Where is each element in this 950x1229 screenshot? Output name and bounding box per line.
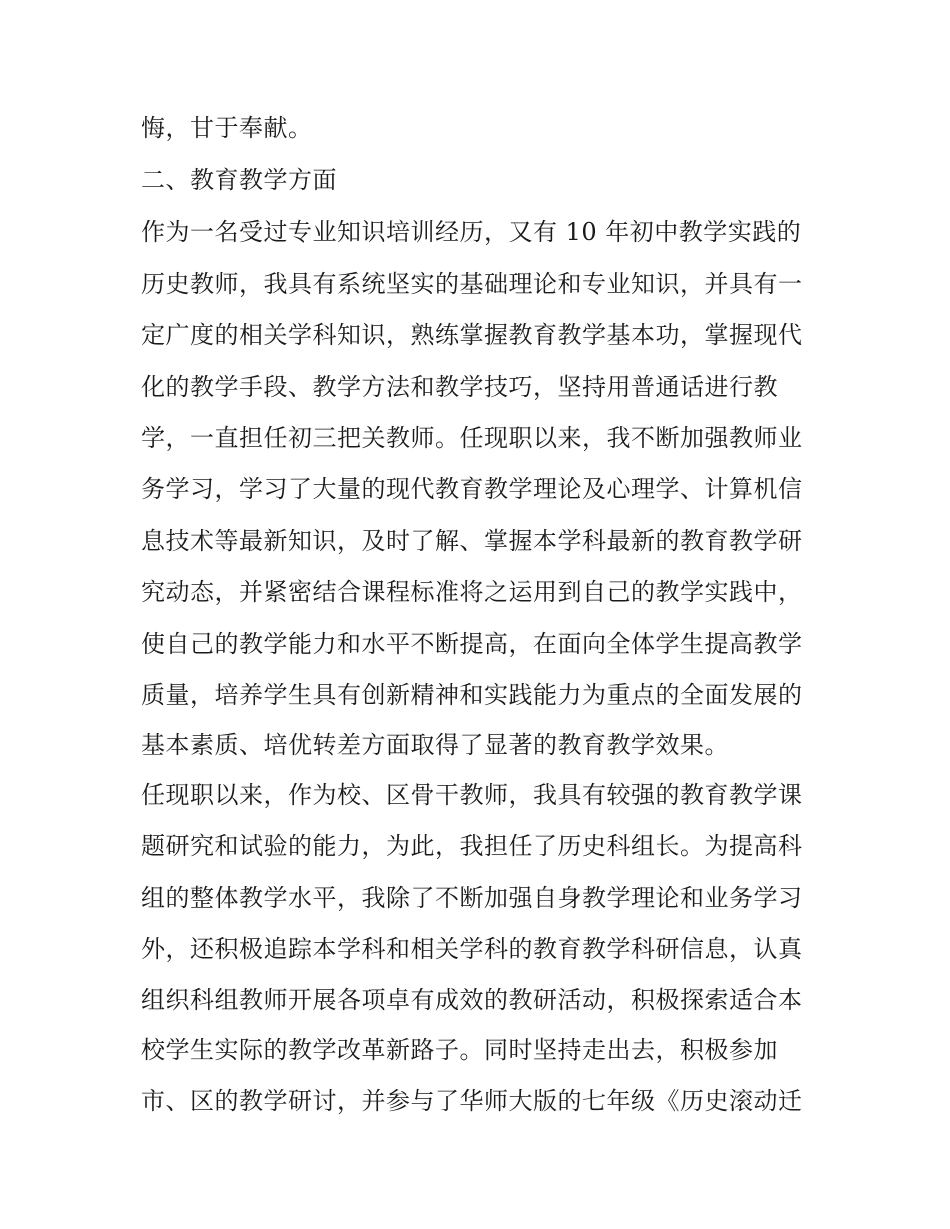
section-heading: 二、教育教学方面 [141,166,337,194]
text-line: 质量，培养学生具有创新精神和实践能力为重点的全面发展的 [141,681,803,709]
text-line: 基本素质、培优转差方面取得了显著的教育教学效果。 [141,731,729,759]
text-line: 题研究和试验的能力，为此，我担任了历史科组长。为提高科 [141,832,803,860]
text-line: 定广度的相关学科知识，熟练掌握教育教学基本功，掌握现代 [141,321,803,349]
text-line: 任现职以来，作为校、区骨干教师，我具有较强的教育教学课 [141,781,803,809]
text-line: 使自己的教学能力和水平不断提高，在面向全体学生提高教学 [141,630,803,658]
text-line: 外，还积极追踪本学科和相关学科的教育教学科研信息，认真 [141,935,803,963]
text-line: 究动态，并紧密结合课程标准将之运用到自己的教学实践中， [141,578,803,606]
text-line: 市、区的教学研讨，并参与了华师大版的七年级《历史滚动迁 [141,1087,803,1115]
text-line: 悔，甘于奉献。 [141,114,313,142]
text-line: 化的教学手段、教学方法和教学技巧，坚持用普通话进行教 [141,373,778,401]
text-line: 息技术等最新知识，及时了解、掌握本学科最新的教育教学研 [141,527,803,555]
text-line: 组的整体教学水平，我除了不断加强自身教学理论和业务学习 [141,884,803,912]
text-line: 作为一名受过专业知识培训经历，又有 10 年初中教学实践的 [141,218,802,246]
text-line: 务学习，学习了大量的现代教育教学理论及心理学、计算机信 [141,475,803,503]
text-line: 学，一直担任初三把关教师。任现职以来，我不断加强教师业 [141,424,803,452]
text-line: 历史教师，我具有系统坚实的基础理论和专业知识，并具有一 [141,270,803,298]
text-line: 组织科组教师开展各项卓有成效的教研活动，积极探索适合本 [141,986,803,1014]
text-line: 校学生实际的教学改革新路子。同时坚持走出去，积极参加 [141,1036,778,1064]
